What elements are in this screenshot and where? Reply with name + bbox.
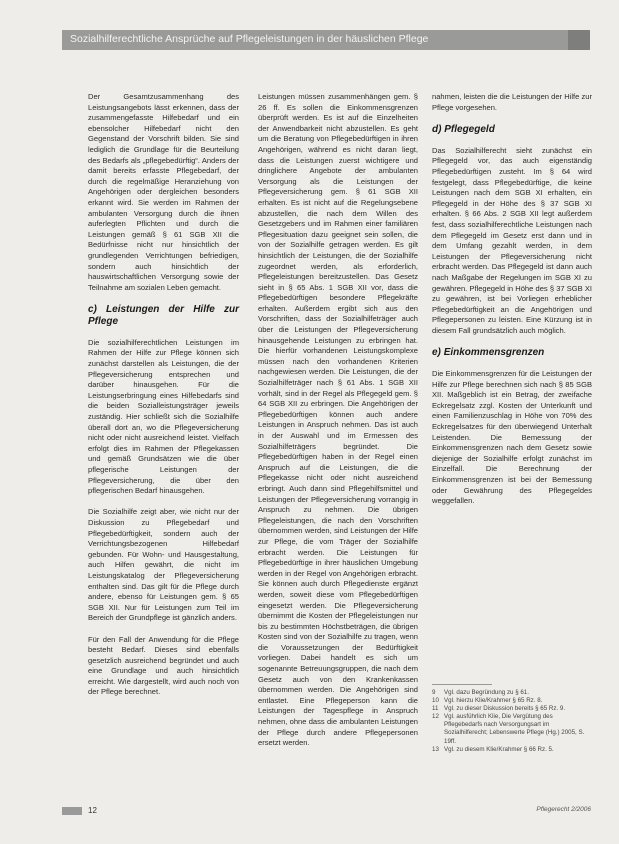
paragraph: nahmen, leisten die die Leistungen der Hilfe zur Pflege vorgesehen. <box>432 92 592 112</box>
paragraph: Die Einkommensgrenzen für die Leistungen der Hilfe zur Pflege berechnen sich nach § 85 SGB XII. Maßgeblich ist ein Betrag, der zweifache Eckregelsatz zzgl. Kosten der Unterkunft und einen Familienzuschlag in Höhe von 70% des Eckregelsatzes für den überwiegend Unterhalt Leistenden. Die Bemessung der Einkommensgrenzen nach dem Gesetz sowie diejenige der Sozialhilfe erfolgt zunächst im Einzelfall. Die Berechnung der Einkommensgrenzen ist bei der Bemessung oder Gewährung des Pflegegeldes weggefallen. <box>432 369 592 506</box>
paragraph: Die sozialhilferechtlichen Leistungen im Rahmen der Hilfe zur Pflege können sich zunächst darstellen als Leistungen, die der Pflegeversicherung entsprechen und darüber hinausgehen. Für die Leistungserbringung eines Hilfebedarfs sind die beiden Sozialleistungsträger jeweils zuständig. Hier schließt sich die Sozialhilfe überall dort an, wo die Pflegeversicherung nicht oder nicht ausreichend leistet. Vielfach erfolgt dies im Rahmen der Pflegekassen und gemäß Grundsätzen wie die über pflegerische Leistungen der Pflegeversicherung, die über den pflegerischen Bedarf hinausgehen. <box>88 337 239 496</box>
section-heading-text: Einkommensgrenzen <box>443 347 545 359</box>
footnote <box>432 697 592 705</box>
footnote-text: Vgl. zu diesem Klie/Krahmer § 66 Rz. 5. <box>444 745 554 753</box>
column-3 <box>432 92 592 507</box>
footnotes <box>432 684 592 754</box>
header-corner-block <box>568 30 590 50</box>
section-letter: c) <box>88 303 97 315</box>
section-heading-d <box>432 124 592 136</box>
footnote-text: Vgl. zu dieser Diskussion bereits § 65 Rz. 9. <box>444 705 566 713</box>
section-letter: d) <box>432 123 442 135</box>
paragraph: Das Sozialhilferecht sieht zunächst ein Pflegegeld vor, das auch eigenständig Pflegebedürftigen zusteht. Im § 64 wird festgelegt, dass Pflegebedürftige, die keine Leistungen nach dem SGB XI erhalten, ein Pflegegeld in der Höhe des § 37 SGB XI erhalten. § 66 Abs. 2 SGB XII legt außerdem fest, dass sozialhilferechtliche Leistungen nach dem Pflegegeld im Gesetz erst dann und in dem Umfang gezahlt werden, in dem Leistungen der Pflegeversicherung nicht erbracht werden. Das Pflegegeld ist dann auch nach Maßgabe der Regelungen im SGB XI zu gewähren. Pflegegeld in Höhe des § 37 SGB XI zu gewähren, ist bei Vorliegen erheblicher Pflegebedürftigkeit an die Angehörigen und Pflegepersonen zu leisten. Eine Kürzung ist in diesem Fall grundsätzlich auch möglich. <box>432 145 592 335</box>
footnote-text: Vgl. hierzu Klie/Krahmer § 65 Rz. 8. <box>444 697 543 705</box>
footnote <box>432 713 592 745</box>
journal-footer: Pflegerecht 2/2006 <box>536 806 591 813</box>
page-number-bar <box>62 807 82 815</box>
page-number: 12 <box>88 806 97 815</box>
column-1 <box>88 92 239 698</box>
section-heading-text: Leistungen der Hilfe zur Pflege <box>88 303 240 327</box>
paragraph: Leistungen müssen zusammenhängen gem. § 26 ff. Es sollen die Einkommensgrenzen überprüft werden. Es ist auf die Einzelheiten der Anwendbarkeit nicht abzustellen. Es geht um die Beratung von Pflegebedürftigen in ihren Angehörigen, während es nicht daran liegt, dass die Leistungen zuerst wichtigere und dringlichere Angebote der ambulanten Versorgung als die Leistungen der Pflegeversicherung gem. § 61 SGB XII erhalten. Es ist nicht auf die Regelungsebene abzustellen, die nach dem Willen des Gesetzgebers und im Rahmen einer familiären Pflegesituation dazu geeignet sein sollen, die von der Sozialhilfe getragen werden. Es gilt hinsichtlich der Leistungen, die der Sozialhilfe zugeordnet werden, als erforderlich, Pflegeleistungen bereitzustellen. Das Gesetz sieht in § 65 Abs. 1 SGB XII vor, dass die Pflegebedürftigen besondere Pflegekräfte erhalten. Außerdem ergibt sich aus den Vorschriften, dass der Sozialhilfeträger auch über die Leistungen der Pflegeversicherung hinausgehende Leistungen zu erbringen hat. Die hierfür vorhandenen Leistungskomplexe müssen nach den vorhandenen Kriterien nachgewiesen werden. Die Leistungen, die der Sozialhilfeträger nach § 61 Abs. 1 SGB XII vorhält, sind in der Regel als Pflegegeld gem. § 64 SGB XII zu erbringen. Die Angehörigen der Pflegebedürftigen können auch andere Leistungen in Anspruch nehmen. Das ist auch in der Auswahl und im Ermessen des Sozialhilfeträgers begründet. Die Pflegebedürftigen haben in der Regel einen Anspruch auf die Leistungen, die die Pflegekasse nicht oder nicht ausreichend erbringt. Auch dann sind Pflegehilfsmittel und Leistungen der Pflegeversicherung vorrangig in Anspruch zu nehmen. Die übrigen Pflegeleistungen, die nach den Vorschriften übernommen werden, sind Leistungen der Hilfe zur Pflege, die vom Träger der Sozialhilfe erbracht werden. Die Leistungen für Pflegebedürftige in ihrer häuslichen Umgebung werden in der Regel von Angehörigen erbracht. Sie können auch durch Pflegedienste ergänzt werden, soweit diese vom Pflegebedürftigen eingesetzt werden. Die Pflegeversicherung übernimmt die Kosten der Pflegeleistungen nur bis zu bestimmten Höchstbeträgen, die übrigen Kosten sind von der Sozialhilfe zu tragen, wenn die Voraussetzungen der Bedürftigkeit vorliegen. Dabei handelt es sich um sogenannte Betreuungsgruppen, die nach dem Gesetz auch von den Krankenkassen übernommen werden. Die Angehörigen sind entlastet. Eine Pflegeperson kann die Leistungen der Tagespflege in Anspruch nehmen, ohne dass die ambulanten Leistungen der Pflege durch andere Pflegepersonen ersetzt werden. <box>258 92 418 748</box>
paragraph: Für den Fall der Anwendung für die Pflege besteht Bedarf. Dieses sind ebenfalls gesetzlich ausreichend begründet und auch eine Grundlage und auch hinsichtlich erreicht. Wie dargestellt, wird auch noch von der Pflege berechnet. <box>88 634 239 697</box>
footnote <box>432 746 592 754</box>
footnote-number: 11 <box>432 705 439 713</box>
section-heading-c <box>88 304 239 328</box>
paragraph: Der Gesamtzusammenhang des Leistungsangebots lässt erkennen, dass der zusammengefasste Hilfebedarf und ein ebensolcher Hilfebedarf nicht den Gegenstand der Vorschrift bilden. Sie sind lediglich die Grundlage für die Beurteilung des Bedarfs als „pflegebedürftig“. Anders der damit bereits erfasste Pflegebedarf, der durch die regelmäßige Heranziehung von Angehörigen oder dergleichen besonders erkannt wird. Sie werden im Rahmen der ambulanten Versorgung durch die ihnen auferlegten Pflichten und durch die Leistungen gemäß § 61 SGB XII die Bedürfnisse nicht nur hinsichtlich der grundlegenden Verrichtungen befriedigen, sondern auch hinsichtlich der hauswirtschaftlichen Versorgung sowie der Teilnahme am sozialen Leben gemacht. <box>88 92 239 292</box>
section-heading-text: Pflegegeld <box>444 123 495 135</box>
footnote-text: Vgl. ausführlich Klie, Die Vergütung des Pflegebedarfs nach Versorgungsart im Sozialhilferecht; Lebenswerte Pflege (Hg.) 2005, S. 19ff. <box>444 713 585 745</box>
section-letter: e) <box>432 347 441 359</box>
running-header-title: Sozialhilferechtliche Ansprüche auf Pflegeleistungen in der häuslichen Pflege <box>70 33 429 45</box>
section-heading-e <box>432 347 592 359</box>
footnote-number: 10 <box>432 697 439 705</box>
running-header <box>62 30 590 50</box>
footnote-number: 12 <box>432 713 439 721</box>
footnote-number: 9 <box>432 689 436 696</box>
footnote-number: 13 <box>432 745 439 753</box>
column-2 <box>258 92 418 749</box>
footnote-text: Vgl. dazu Begründung zu § 61. <box>444 689 529 696</box>
paragraph: Die Sozialhilfe zeigt aber, wie nicht nur der Diskussion zu Pflegebedarf und Pflegebedürftigkeit, sondern auch der Verrichtungsbezogenen Hilfebedarf gebunden. Für Wohn- und Hausgestaltung, auch Hilfen gewährt, die nicht im Leistungskatalog der Pflegeversicherung enthalten sind. Das gilt für die Pflege durch andere, ebenso für Leistungen gem. § 65 SGB XII. Nur für Leistungen zum Teil im Bereich der Grundpflege ist gänzlich anders. <box>88 507 239 623</box>
footnote <box>432 705 592 713</box>
footnote <box>432 689 592 697</box>
footnote-rule <box>432 684 492 685</box>
